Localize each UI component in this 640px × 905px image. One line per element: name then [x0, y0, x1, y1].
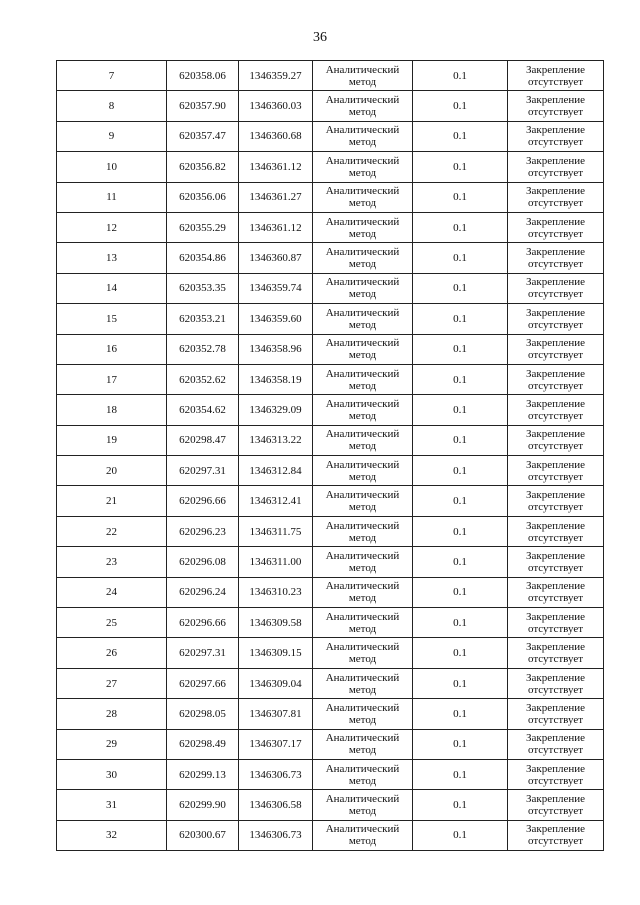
- table-row: [57, 212, 604, 242]
- fixing-text-line1: Закрепление: [525, 246, 586, 259]
- x-coordinate-cell: 620296.23: [167, 516, 239, 546]
- point-number-cell: 21: [57, 486, 167, 516]
- method-text-line1: Аналитический: [325, 610, 400, 623]
- fixing-cell: [508, 729, 604, 759]
- method-text-line2: метод: [348, 470, 377, 483]
- fixing-cell: [508, 61, 604, 91]
- table-row: [57, 820, 604, 850]
- table-row: [57, 577, 604, 607]
- fixing-cell: [508, 486, 604, 516]
- y-coordinate-cell: 1346307.17: [239, 729, 313, 759]
- method-text-line1: Аналитический: [325, 397, 400, 410]
- method-text-line2: метод: [348, 501, 377, 514]
- table-row: [57, 273, 604, 303]
- fixing-text-line2: отсутствует: [527, 349, 584, 362]
- table-row: [57, 456, 604, 486]
- fixing-cell: [508, 334, 604, 364]
- point-number-cell: 12: [57, 212, 167, 242]
- fixing-cell: [508, 304, 604, 334]
- fixing-cell: [508, 668, 604, 698]
- y-coordinate-cell: 1346358.96: [239, 334, 313, 364]
- method-cell: [313, 729, 413, 759]
- accuracy-cell: 0.1: [413, 608, 508, 638]
- accuracy-cell: 0.1: [413, 304, 508, 334]
- fixing-text-line2: отсутствует: [527, 106, 584, 119]
- fixing-cell: [508, 152, 604, 182]
- fixing-text-line1: Закрепление: [525, 641, 586, 654]
- method-text-line1: Аналитический: [325, 246, 400, 259]
- fixing-text-line2: отсутствует: [527, 136, 584, 149]
- x-coordinate-cell: 620297.31: [167, 456, 239, 486]
- fixing-text-line1: Закрепление: [525, 306, 586, 319]
- fixing-cell: [508, 638, 604, 668]
- method-text-line2: метод: [348, 592, 377, 605]
- x-coordinate-cell: 620358.06: [167, 61, 239, 91]
- method-text-line2: метод: [348, 531, 377, 544]
- fixing-text-line1: Закрепление: [525, 671, 586, 684]
- table-row: [57, 759, 604, 789]
- table-row: [57, 486, 604, 516]
- x-coordinate-cell: 620354.62: [167, 395, 239, 425]
- point-number-cell: 25: [57, 608, 167, 638]
- method-text-line2: метод: [348, 774, 377, 787]
- page-number: 36: [313, 30, 327, 45]
- method-text-line1: Аналитический: [325, 306, 400, 319]
- method-text-line2: метод: [348, 653, 377, 666]
- point-number-cell: 28: [57, 699, 167, 729]
- fixing-cell: [508, 91, 604, 121]
- method-cell: [313, 456, 413, 486]
- table-body: [57, 61, 604, 851]
- table-row: [57, 790, 604, 820]
- method-cell: [313, 820, 413, 850]
- fixing-text-line1: Закрепление: [525, 215, 586, 228]
- x-coordinate-cell: 620357.47: [167, 121, 239, 151]
- method-text-line2: метод: [348, 136, 377, 149]
- point-number-cell: 16: [57, 334, 167, 364]
- fixing-cell: [508, 547, 604, 577]
- x-coordinate-cell: 620298.05: [167, 699, 239, 729]
- table-row: [57, 608, 604, 638]
- table-row: [57, 243, 604, 273]
- method-text-line2: метод: [348, 258, 377, 271]
- fixing-text-line1: Закрепление: [525, 94, 586, 107]
- point-number-cell: 18: [57, 395, 167, 425]
- x-coordinate-cell: 620296.08: [167, 547, 239, 577]
- accuracy-cell: 0.1: [413, 759, 508, 789]
- method-text-line1: Аналитический: [325, 154, 400, 167]
- method-text-line1: Аналитический: [325, 641, 400, 654]
- method-text-line1: Аналитический: [325, 124, 400, 137]
- method-cell: [313, 243, 413, 273]
- method-text-line1: Аналитический: [325, 458, 400, 471]
- method-text-line2: метод: [348, 713, 377, 726]
- method-cell: [313, 638, 413, 668]
- method-text-line2: метод: [348, 349, 377, 362]
- table-row: [57, 699, 604, 729]
- point-number-cell: 7: [57, 61, 167, 91]
- fixing-cell: [508, 759, 604, 789]
- method-cell: [313, 182, 413, 212]
- method-text-line1: Аналитический: [325, 94, 400, 107]
- accuracy-cell: 0.1: [413, 486, 508, 516]
- fixing-text-line1: Закрепление: [525, 367, 586, 380]
- accuracy-cell: 0.1: [413, 273, 508, 303]
- table-row: [57, 364, 604, 394]
- y-coordinate-cell: 1346359.60: [239, 304, 313, 334]
- fixing-cell: [508, 820, 604, 850]
- y-coordinate-cell: 1346361.12: [239, 152, 313, 182]
- fixing-text-line1: Закрепление: [525, 489, 586, 502]
- fixing-text-line2: отсутствует: [527, 774, 584, 787]
- fixing-text-line1: Закрепление: [525, 519, 586, 532]
- table-row: [57, 425, 604, 455]
- method-text-line1: Аналитический: [325, 549, 400, 562]
- point-number-cell: 19: [57, 425, 167, 455]
- fixing-text-line2: отсутствует: [527, 288, 584, 301]
- point-number-cell: 17: [57, 364, 167, 394]
- method-text-line1: Аналитический: [325, 519, 400, 532]
- method-text-line1: Аналитический: [325, 793, 400, 806]
- method-text-line1: Аналитический: [325, 367, 400, 380]
- accuracy-cell: 0.1: [413, 395, 508, 425]
- x-coordinate-cell: 620298.49: [167, 729, 239, 759]
- fixing-text-line1: Закрепление: [525, 185, 586, 198]
- x-coordinate-cell: 620354.86: [167, 243, 239, 273]
- point-number-cell: 32: [57, 820, 167, 850]
- point-number-cell: 11: [57, 182, 167, 212]
- fixing-text-line2: отсутствует: [527, 379, 584, 392]
- fixing-text-line2: отсутствует: [527, 683, 584, 696]
- method-text-line1: Аналитический: [325, 215, 400, 228]
- y-coordinate-cell: 1346311.75: [239, 516, 313, 546]
- table-row: [57, 182, 604, 212]
- fixing-cell: [508, 121, 604, 151]
- method-cell: [313, 668, 413, 698]
- accuracy-cell: 0.1: [413, 182, 508, 212]
- x-coordinate-cell: 620356.82: [167, 152, 239, 182]
- method-text-line1: Аналитический: [325, 701, 400, 714]
- fixing-text-line1: Закрепление: [525, 458, 586, 471]
- accuracy-cell: 0.1: [413, 212, 508, 242]
- coordinates-table: [56, 60, 604, 851]
- y-coordinate-cell: 1346312.84: [239, 456, 313, 486]
- accuracy-cell: 0.1: [413, 790, 508, 820]
- y-coordinate-cell: 1346306.58: [239, 790, 313, 820]
- fixing-text-line1: Закрепление: [525, 549, 586, 562]
- y-coordinate-cell: 1346360.87: [239, 243, 313, 273]
- method-text-line1: Аналитический: [325, 489, 400, 502]
- accuracy-cell: 0.1: [413, 364, 508, 394]
- method-cell: [313, 425, 413, 455]
- fixing-text-line1: Закрепление: [525, 154, 586, 167]
- point-number-cell: 26: [57, 638, 167, 668]
- accuracy-cell: 0.1: [413, 334, 508, 364]
- x-coordinate-cell: 620296.66: [167, 608, 239, 638]
- method-text-line2: метод: [348, 744, 377, 757]
- fixing-text-line2: отсутствует: [527, 197, 584, 210]
- method-cell: [313, 364, 413, 394]
- method-cell: [313, 152, 413, 182]
- x-coordinate-cell: 620299.90: [167, 790, 239, 820]
- y-coordinate-cell: 1346307.81: [239, 699, 313, 729]
- y-coordinate-cell: 1346361.12: [239, 212, 313, 242]
- x-coordinate-cell: 620352.62: [167, 364, 239, 394]
- fixing-text-line2: отсутствует: [527, 622, 584, 635]
- x-coordinate-cell: 620296.24: [167, 577, 239, 607]
- fixing-text-line2: отсутствует: [527, 653, 584, 666]
- point-number-cell: 24: [57, 577, 167, 607]
- point-number-cell: 20: [57, 456, 167, 486]
- accuracy-cell: 0.1: [413, 516, 508, 546]
- accuracy-cell: 0.1: [413, 243, 508, 273]
- fixing-text-line1: Закрепление: [525, 732, 586, 745]
- method-text-line2: метод: [348, 440, 377, 453]
- method-cell: [313, 61, 413, 91]
- fixing-text-line1: Закрепление: [525, 397, 586, 410]
- accuracy-cell: 0.1: [413, 668, 508, 698]
- accuracy-cell: 0.1: [413, 577, 508, 607]
- y-coordinate-cell: 1346311.00: [239, 547, 313, 577]
- fixing-text-line2: отсутствует: [527, 561, 584, 574]
- point-number-cell: 14: [57, 273, 167, 303]
- fixing-cell: [508, 395, 604, 425]
- fixing-text-line2: отсутствует: [527, 744, 584, 757]
- accuracy-cell: 0.1: [413, 729, 508, 759]
- fixing-text-line2: отсутствует: [527, 470, 584, 483]
- method-cell: [313, 273, 413, 303]
- method-text-line2: метод: [348, 227, 377, 240]
- point-number-cell: 8: [57, 91, 167, 121]
- method-text-line2: метод: [348, 288, 377, 301]
- x-coordinate-cell: 620355.29: [167, 212, 239, 242]
- y-coordinate-cell: 1346310.23: [239, 577, 313, 607]
- table-row: [57, 638, 604, 668]
- method-cell: [313, 121, 413, 151]
- fixing-cell: [508, 577, 604, 607]
- x-coordinate-cell: 620353.21: [167, 304, 239, 334]
- table-row: [57, 152, 604, 182]
- table-row: [57, 121, 604, 151]
- method-text-line1: Аналитический: [325, 185, 400, 198]
- x-coordinate-cell: 620357.90: [167, 91, 239, 121]
- method-text-line1: Аналитический: [325, 63, 400, 76]
- table-row: [57, 91, 604, 121]
- method-cell: [313, 608, 413, 638]
- point-number-cell: 30: [57, 759, 167, 789]
- accuracy-cell: 0.1: [413, 699, 508, 729]
- fixing-cell: [508, 699, 604, 729]
- method-text-line2: метод: [348, 835, 377, 848]
- point-number-cell: 27: [57, 668, 167, 698]
- method-text-line2: метод: [348, 561, 377, 574]
- fixing-cell: [508, 182, 604, 212]
- table-row: [57, 395, 604, 425]
- table-row: [57, 516, 604, 546]
- fixing-text-line2: отсутствует: [527, 440, 584, 453]
- table-row: [57, 61, 604, 91]
- y-coordinate-cell: 1346309.04: [239, 668, 313, 698]
- x-coordinate-cell: 620297.31: [167, 638, 239, 668]
- method-text-line1: Аналитический: [325, 428, 400, 441]
- method-cell: [313, 516, 413, 546]
- x-coordinate-cell: 620352.78: [167, 334, 239, 364]
- point-number-cell: 29: [57, 729, 167, 759]
- fixing-cell: [508, 456, 604, 486]
- point-number-cell: 15: [57, 304, 167, 334]
- point-number-cell: 31: [57, 790, 167, 820]
- x-coordinate-cell: 620353.35: [167, 273, 239, 303]
- method-text-line1: Аналитический: [325, 580, 400, 593]
- method-text-line2: метод: [348, 379, 377, 392]
- x-coordinate-cell: 620356.06: [167, 182, 239, 212]
- method-text-line1: Аналитический: [325, 337, 400, 350]
- fixing-text-line1: Закрепление: [525, 63, 586, 76]
- method-cell: [313, 547, 413, 577]
- y-coordinate-cell: 1346309.58: [239, 608, 313, 638]
- fixing-text-line2: отсутствует: [527, 531, 584, 544]
- y-coordinate-cell: 1346358.19: [239, 364, 313, 394]
- table-row: [57, 729, 604, 759]
- method-cell: [313, 395, 413, 425]
- method-cell: [313, 790, 413, 820]
- y-coordinate-cell: 1346306.73: [239, 820, 313, 850]
- method-text-line1: Аналитический: [325, 762, 400, 775]
- fixing-text-line2: отсутствует: [527, 501, 584, 514]
- y-coordinate-cell: 1346360.03: [239, 91, 313, 121]
- fixing-text-line2: отсутствует: [527, 318, 584, 331]
- y-coordinate-cell: 1346359.27: [239, 61, 313, 91]
- fixing-text-line2: отсутствует: [527, 258, 584, 271]
- fixing-text-line2: отсутствует: [527, 713, 584, 726]
- method-text-line1: Аналитический: [325, 276, 400, 289]
- table-row: [57, 668, 604, 698]
- fixing-text-line1: Закрепление: [525, 762, 586, 775]
- accuracy-cell: 0.1: [413, 91, 508, 121]
- method-text-line1: Аналитический: [325, 732, 400, 745]
- fixing-cell: [508, 608, 604, 638]
- method-text-line2: метод: [348, 75, 377, 88]
- x-coordinate-cell: 620300.67: [167, 820, 239, 850]
- table-row: [57, 304, 604, 334]
- method-cell: [313, 759, 413, 789]
- method-text-line2: метод: [348, 805, 377, 818]
- accuracy-cell: 0.1: [413, 820, 508, 850]
- x-coordinate-cell: 620299.13: [167, 759, 239, 789]
- fixing-text-line2: отсутствует: [527, 592, 584, 605]
- fixing-text-line2: отсутствует: [527, 227, 584, 240]
- method-text-line2: метод: [348, 197, 377, 210]
- method-cell: [313, 91, 413, 121]
- y-coordinate-cell: 1346312.41: [239, 486, 313, 516]
- method-text-line2: метод: [348, 106, 377, 119]
- accuracy-cell: 0.1: [413, 547, 508, 577]
- fixing-text-line1: Закрепление: [525, 580, 586, 593]
- accuracy-cell: 0.1: [413, 152, 508, 182]
- fixing-cell: [508, 516, 604, 546]
- method-text-line1: Аналитический: [325, 823, 400, 836]
- y-coordinate-cell: 1346360.68: [239, 121, 313, 151]
- method-text-line2: метод: [348, 318, 377, 331]
- table-row: [57, 334, 604, 364]
- y-coordinate-cell: 1346359.74: [239, 273, 313, 303]
- method-text-line2: метод: [348, 166, 377, 179]
- fixing-text-line2: отсутствует: [527, 805, 584, 818]
- point-number-cell: 23: [57, 547, 167, 577]
- method-cell: [313, 212, 413, 242]
- fixing-cell: [508, 212, 604, 242]
- method-text-line2: метод: [348, 409, 377, 422]
- fixing-text-line2: отсутствует: [527, 409, 584, 422]
- method-text-line2: метод: [348, 622, 377, 635]
- table-row: [57, 547, 604, 577]
- method-cell: [313, 304, 413, 334]
- y-coordinate-cell: 1346306.73: [239, 759, 313, 789]
- y-coordinate-cell: 1346361.27: [239, 182, 313, 212]
- accuracy-cell: 0.1: [413, 425, 508, 455]
- point-number-cell: 13: [57, 243, 167, 273]
- y-coordinate-cell: 1346313.22: [239, 425, 313, 455]
- fixing-cell: [508, 273, 604, 303]
- accuracy-cell: 0.1: [413, 61, 508, 91]
- fixing-cell: [508, 425, 604, 455]
- method-cell: [313, 577, 413, 607]
- point-number-cell: 22: [57, 516, 167, 546]
- fixing-text-line2: отсутствует: [527, 166, 584, 179]
- accuracy-cell: 0.1: [413, 121, 508, 151]
- fixing-text-line1: Закрепление: [525, 428, 586, 441]
- fixing-text-line2: отсутствует: [527, 835, 584, 848]
- fixing-cell: [508, 790, 604, 820]
- fixing-text-line1: Закрепление: [525, 610, 586, 623]
- point-number-cell: 9: [57, 121, 167, 151]
- fixing-text-line1: Закрепление: [525, 701, 586, 714]
- fixing-cell: [508, 243, 604, 273]
- method-cell: [313, 699, 413, 729]
- y-coordinate-cell: 1346309.15: [239, 638, 313, 668]
- x-coordinate-cell: 620296.66: [167, 486, 239, 516]
- accuracy-cell: 0.1: [413, 638, 508, 668]
- y-coordinate-cell: 1346329.09: [239, 395, 313, 425]
- fixing-text-line1: Закрепление: [525, 793, 586, 806]
- x-coordinate-cell: 620297.66: [167, 668, 239, 698]
- fixing-text-line1: Закрепление: [525, 337, 586, 350]
- method-text-line1: Аналитический: [325, 671, 400, 684]
- fixing-text-line2: отсутствует: [527, 75, 584, 88]
- method-text-line2: метод: [348, 683, 377, 696]
- x-coordinate-cell: 620298.47: [167, 425, 239, 455]
- point-number-cell: 10: [57, 152, 167, 182]
- fixing-cell: [508, 364, 604, 394]
- fixing-text-line1: Закрепление: [525, 276, 586, 289]
- fixing-text-line1: Закрепление: [525, 124, 586, 137]
- method-cell: [313, 486, 413, 516]
- accuracy-cell: 0.1: [413, 456, 508, 486]
- fixing-text-line1: Закрепление: [525, 823, 586, 836]
- method-cell: [313, 334, 413, 364]
